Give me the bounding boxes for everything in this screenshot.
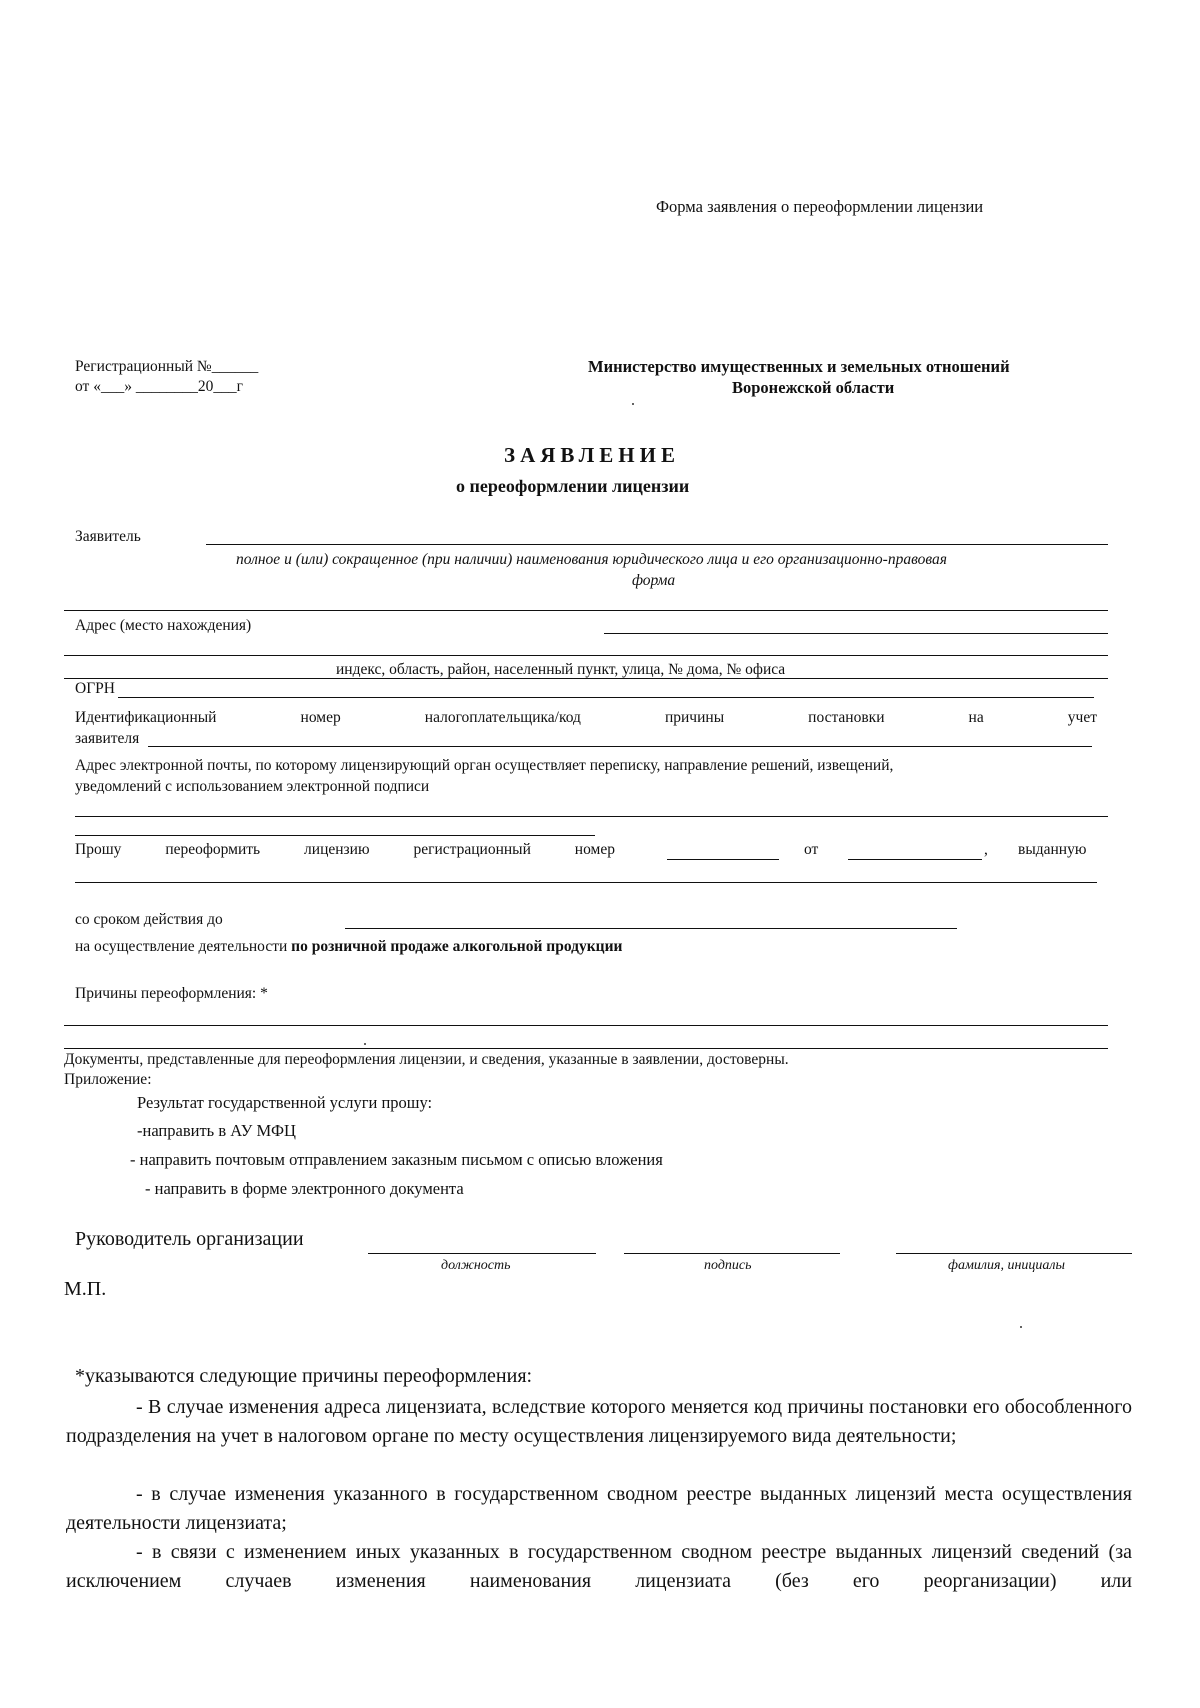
inn-kpp-label bbox=[75, 709, 1097, 727]
position-hint: должность bbox=[441, 1258, 511, 1273]
document-subtitle: о переоформлении лицензии bbox=[456, 476, 690, 496]
scan-speck bbox=[1020, 1326, 1022, 1328]
inn-word: номер bbox=[300, 709, 341, 726]
request-word: регистрационный bbox=[413, 841, 531, 858]
inn-word: Идентификационный bbox=[75, 709, 217, 726]
registration-number: Регистрационный №______ bbox=[75, 358, 259, 375]
applicant-input-line[interactable] bbox=[206, 544, 1108, 545]
request-word: лицензию bbox=[304, 841, 370, 858]
result-option-mfc[interactable]: -направить в АУ МФЦ bbox=[137, 1121, 296, 1140]
request-text bbox=[75, 841, 615, 859]
head-of-organization-label: Руководитель организации bbox=[75, 1228, 304, 1250]
scan-speck bbox=[632, 403, 634, 405]
reasons-input-line[interactable] bbox=[64, 1025, 1108, 1026]
inn-word: учет bbox=[1067, 709, 1097, 726]
scan-speck bbox=[364, 1043, 366, 1045]
email-label: Адрес электронной почты, по которому лицензирующий орган осуществляет переписку, направление решений, извещений, bbox=[75, 757, 894, 774]
stamp-label: М.П. bbox=[64, 1278, 107, 1300]
ministry-region: Воронежской области bbox=[732, 378, 895, 397]
request-from: от bbox=[804, 841, 819, 858]
full-name-input-line[interactable] bbox=[896, 1253, 1132, 1254]
result-heading: Результат государственной услуги прошу: bbox=[137, 1093, 433, 1112]
ministry-name: Министерство имущественных и земельных отношений bbox=[588, 357, 1010, 376]
license-number-input-line[interactable] bbox=[667, 859, 779, 860]
email-input-line-2[interactable] bbox=[75, 835, 595, 836]
reasons-label: Причины переоформления: * bbox=[75, 985, 268, 1002]
footnote-reason-3: - в связи с изменением иных указанных в государственном сводном реестре выданных лицензий сведений (за исключением случаев изменения наименования лицензиата (без его реорганизации) или bbox=[66, 1541, 1132, 1592]
inn-word: на bbox=[968, 709, 984, 726]
request-word: Прошу bbox=[75, 841, 122, 858]
signature-hint: подпись bbox=[704, 1258, 752, 1273]
license-date-input-line[interactable] bbox=[848, 859, 982, 860]
activity-type: по розничной продаже алкогольной продукции bbox=[291, 938, 623, 955]
address-label: Адрес (место нахождения) bbox=[75, 617, 252, 634]
ogrn-input-line[interactable] bbox=[118, 697, 1094, 698]
inn-word: налогоплательщика/код bbox=[424, 709, 581, 726]
full-name-hint: фамилия, инициалы bbox=[948, 1258, 1066, 1273]
address-hint: индекс, область, район, населенный пункт, улица, № дома, № офиса bbox=[336, 661, 786, 678]
inn-word: постановки bbox=[808, 709, 885, 726]
request-comma: , bbox=[984, 841, 988, 858]
applicant-hint: полное и (или) сокращенное (при наличии) наименования юридического лица и его организационно-правовая bbox=[236, 551, 947, 568]
result-option-mail[interactable]: - направить почтовым отправлением заказным письмом с описью вложения bbox=[130, 1150, 663, 1169]
address-input-line-2[interactable] bbox=[64, 655, 1108, 656]
ogrn-label: ОГРН bbox=[75, 680, 115, 697]
signature-input-line[interactable] bbox=[624, 1253, 840, 1254]
issued-by-input-line[interactable] bbox=[75, 882, 1097, 883]
footnote-reason-2: - в случае изменения указанного в государственном сводном реестре выданных лицензий места осуществления деятельности лицензиата; bbox=[66, 1483, 1132, 1534]
applicant-label: Заявитель bbox=[75, 528, 141, 545]
applicant-hint-cont: форма bbox=[632, 572, 676, 589]
address-divider bbox=[64, 678, 1108, 679]
documents-statement: Документы, представленные для переоформления лицензии, и сведения, указанные в заявлении, достоверны. bbox=[64, 1051, 789, 1068]
email-label-cont: уведомлений с использованием электронной подписи bbox=[75, 778, 430, 795]
footnote-reason-1: - В случае изменения адреса лицензиата, вследствие которого меняется код причины постановки его обособленного подразделения на учет в налоговом органе по месту осуществления лицензируемого вида деятельности; bbox=[66, 1396, 1132, 1447]
activity-text bbox=[75, 938, 622, 956]
validity-input-line[interactable] bbox=[345, 928, 957, 929]
address-input-line[interactable] bbox=[604, 633, 1108, 634]
document-title: ЗАЯВЛЕНИЕ bbox=[504, 443, 680, 467]
inn-kpp-label-cont: заявителя bbox=[75, 730, 140, 747]
validity-label: со сроком действия до bbox=[75, 911, 223, 928]
attachment-label: Приложение: bbox=[64, 1071, 152, 1088]
registration-date: от «___» ________20___г bbox=[75, 378, 243, 395]
request-word: переоформить bbox=[165, 841, 261, 858]
request-word: номер bbox=[574, 841, 615, 858]
footnote-heading: *указываются следующие причины переоформления: bbox=[75, 1365, 533, 1387]
result-option-electronic[interactable]: - направить в форме электронного документа bbox=[145, 1179, 464, 1198]
request-issued: выданную bbox=[1018, 841, 1087, 858]
reasons-input-line-2[interactable] bbox=[64, 1048, 1108, 1049]
applicant-input-line-2[interactable] bbox=[64, 610, 1108, 611]
position-input-line[interactable] bbox=[368, 1253, 596, 1254]
form-title: Форма заявления о переоформлении лицензии bbox=[656, 197, 984, 216]
inn-word: причины bbox=[664, 709, 725, 726]
email-input-line[interactable] bbox=[75, 816, 1108, 817]
activity-prefix: на осуществление деятельности bbox=[75, 938, 292, 955]
inn-kpp-input-line[interactable] bbox=[148, 746, 1092, 747]
